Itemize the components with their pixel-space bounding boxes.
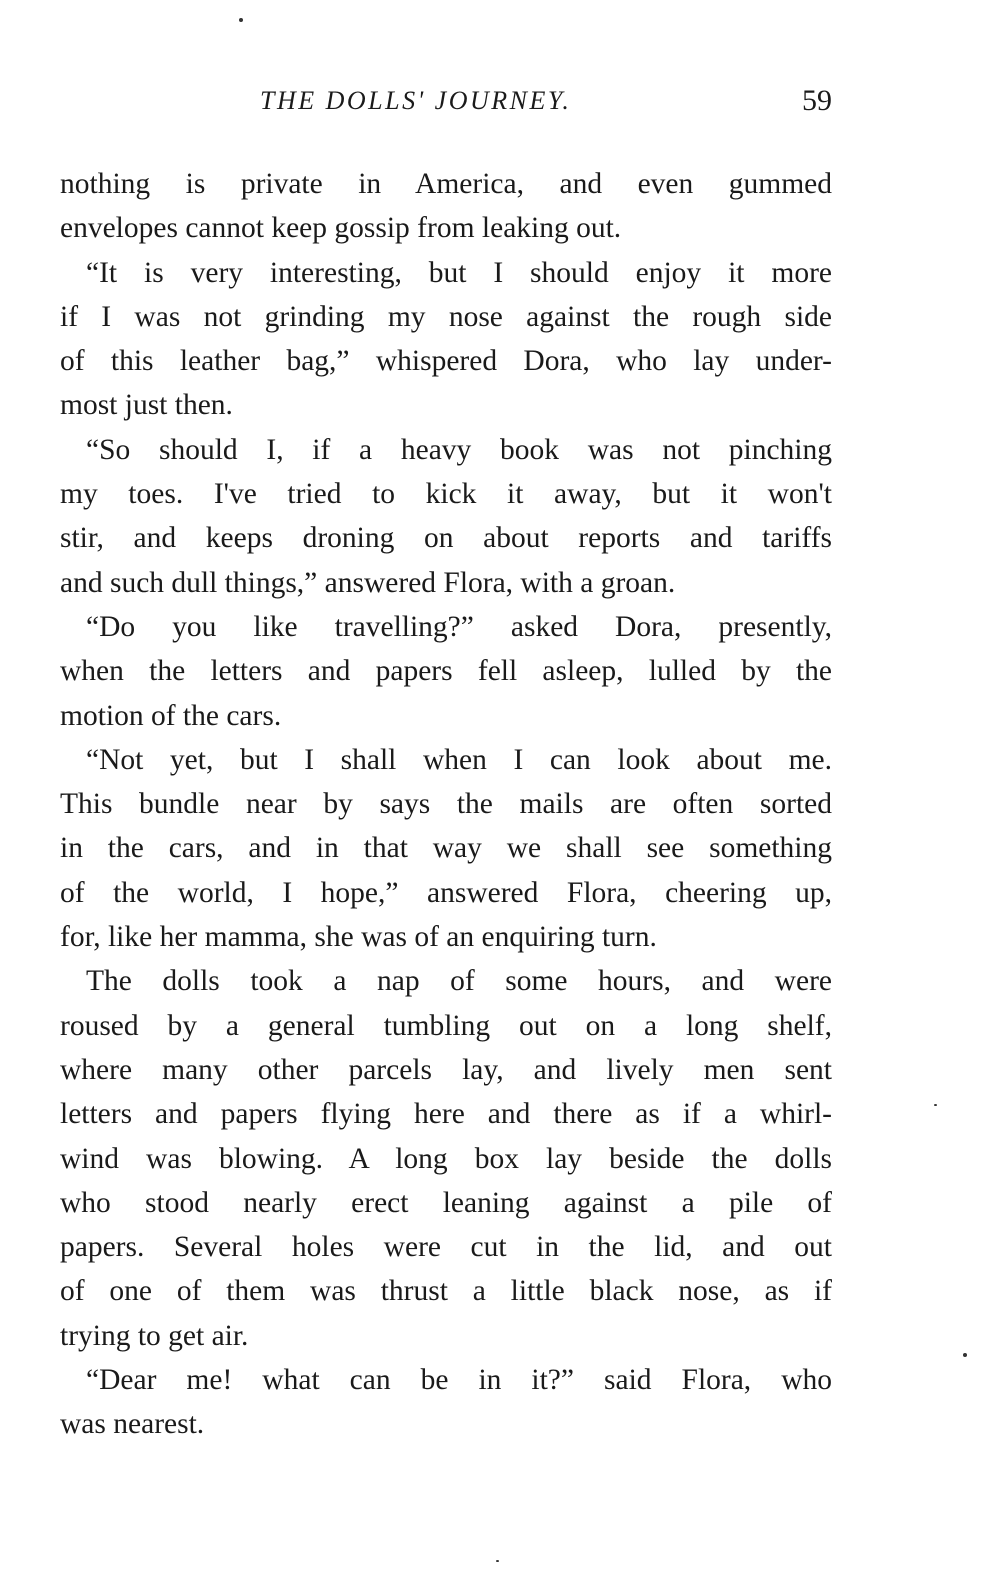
text-line: most just then. [60, 389, 233, 422]
text-line: and such dull things,” answered Flora, with a groan. [60, 566, 676, 599]
text-line: roused by a general tumbling out on a long shelf, [60, 1009, 832, 1042]
text-line: when the letters and papers fell asleep, lulled by the [60, 655, 832, 688]
text-line: letters and papers flying here and there as if a whirl- [60, 1098, 832, 1131]
text-line: my toes. I've tried to kick it away, but it won't [60, 478, 832, 511]
page-header [60, 84, 832, 124]
text-line: “It is very interesting, but I should enjoy it more [86, 256, 832, 289]
text-line: for, like her mamma, she was of an enquiring turn. [60, 921, 657, 954]
text-line: of this leather bag,” whispered Dora, who lay under- [60, 345, 832, 378]
body-text [60, 162, 832, 1447]
text-line: of the world, I hope,” answered Flora, cheering up, [60, 876, 832, 909]
print-speck [239, 18, 243, 22]
text-line: envelopes cannot keep gossip from leaking out. [60, 212, 622, 245]
text-line: if I was not grinding my nose against the rough side [60, 300, 832, 333]
text-line: The dolls took a nap of some hours, and were [86, 965, 832, 998]
text-line: who stood nearly erect leaning against a pile of [60, 1186, 832, 1219]
text-line: This bundle near by says the mails are often sorted [60, 788, 832, 821]
text-line: of one of them was thrust a little black nose, as if [60, 1275, 832, 1308]
print-speck [963, 1353, 967, 1357]
text-line: wind was blowing. A long box lay beside the dolls [60, 1142, 832, 1175]
print-speck [934, 1104, 937, 1106]
text-line: “Do you like travelling?” asked Dora, presently, [86, 610, 832, 643]
text-line: trying to get air. [60, 1319, 249, 1352]
text-line: where many other parcels lay, and lively men sent [60, 1053, 832, 1086]
page-number: 59 [802, 84, 832, 117]
text-line: stir, and keeps droning on about reports and tariffs [60, 522, 832, 555]
text-line: was nearest. [60, 1408, 205, 1441]
text-line: in the cars, and in that way we shall see something [60, 832, 832, 865]
text-line: “Dear me! what can be in it?” said Flora, who [86, 1364, 832, 1397]
running-title: THE DOLLS' JOURNEY. [260, 86, 572, 115]
text-line: papers. Several holes were cut in the lid, and out [60, 1231, 832, 1264]
text-line: “So should I, if a heavy book was not pinching [86, 433, 832, 466]
text-line: “Not yet, but I shall when I can look about me. [86, 743, 832, 776]
text-line: motion of the cars. [60, 699, 282, 732]
print-speck [496, 1560, 499, 1562]
text-line: nothing is private in America, and even gummed [60, 168, 832, 200]
